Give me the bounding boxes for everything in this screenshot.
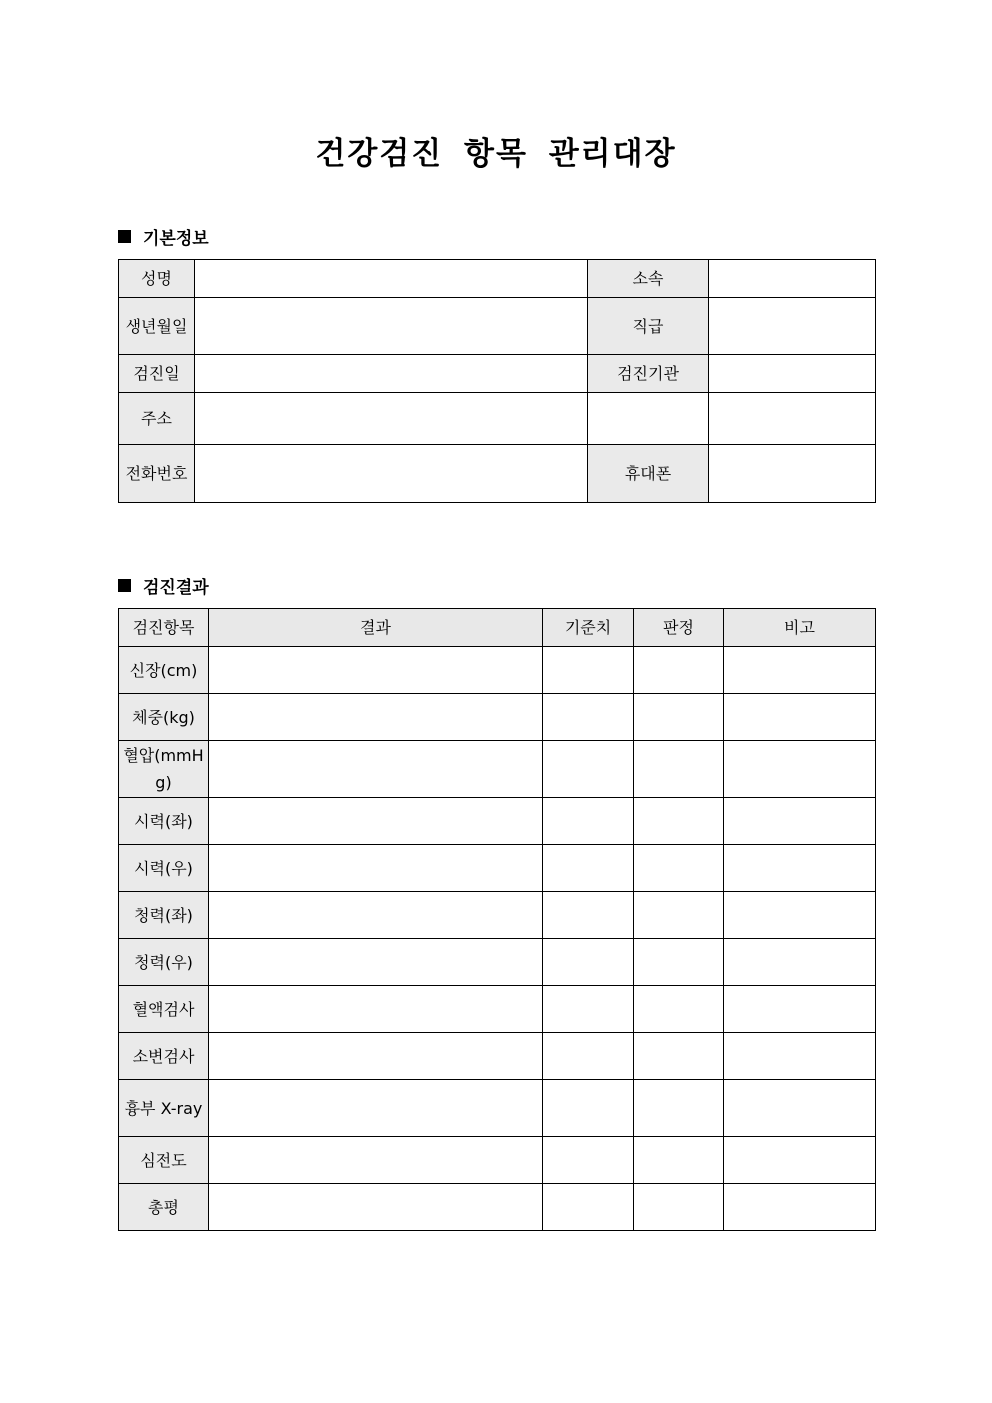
judgment-cell[interactable]: [634, 1184, 724, 1231]
judgment-cell[interactable]: [634, 986, 724, 1033]
result-cell[interactable]: [209, 1033, 543, 1080]
result-cell[interactable]: [209, 1137, 543, 1184]
square-bullet-icon: [118, 579, 131, 592]
judgment-cell[interactable]: [634, 694, 724, 741]
judgment-cell[interactable]: [634, 939, 724, 986]
remarks-cell[interactable]: [724, 741, 876, 798]
result-cell[interactable]: [209, 892, 543, 939]
judgment-cell[interactable]: [634, 1080, 724, 1137]
exam-item-label: 총평: [119, 1184, 209, 1231]
table-row: [119, 694, 876, 741]
exam-item-label: 혈압(mmHg): [119, 741, 209, 798]
results-heading-text: 검진결과: [143, 578, 209, 598]
exam-date-label: 검진일: [119, 355, 195, 393]
results-table: [118, 608, 876, 1231]
address-extra-label: [588, 393, 709, 445]
header-reference: 기준치: [543, 609, 634, 647]
table-row: [119, 892, 876, 939]
remarks-cell[interactable]: [724, 1080, 876, 1137]
remarks-cell[interactable]: [724, 694, 876, 741]
table-row: [119, 741, 876, 798]
exam-item-label: 소변검사: [119, 1033, 209, 1080]
exam-item-label: 청력(우): [119, 939, 209, 986]
remarks-cell[interactable]: [724, 845, 876, 892]
results-header-row: [119, 609, 876, 647]
reference-cell[interactable]: [543, 892, 634, 939]
result-cell[interactable]: [209, 845, 543, 892]
result-cell[interactable]: [209, 694, 543, 741]
result-cell[interactable]: [209, 1184, 543, 1231]
basic-info-heading: [118, 224, 209, 249]
reference-cell[interactable]: [543, 939, 634, 986]
reference-cell[interactable]: [543, 694, 634, 741]
reference-cell[interactable]: [543, 986, 634, 1033]
basic-info-table: [118, 259, 876, 503]
exam-item-label: 혈액검사: [119, 986, 209, 1033]
remarks-cell[interactable]: [724, 798, 876, 845]
exam-institution-field[interactable]: [709, 355, 876, 393]
judgment-cell[interactable]: [634, 741, 724, 798]
remarks-cell[interactable]: [724, 986, 876, 1033]
phone-label: 전화번호: [119, 445, 195, 503]
result-cell[interactable]: [209, 939, 543, 986]
header-judgment: 판정: [634, 609, 724, 647]
square-bullet-icon: [118, 230, 131, 243]
header-exam-item: 검진항목: [119, 609, 209, 647]
birthdate-field[interactable]: [195, 298, 588, 355]
remarks-cell[interactable]: [724, 1033, 876, 1080]
page-title: 건강검진 항목 관리대장: [315, 136, 677, 172]
reference-cell[interactable]: [543, 845, 634, 892]
exam-item-label: 청력(좌): [119, 892, 209, 939]
reference-cell[interactable]: [543, 1137, 634, 1184]
header-remarks: 비고: [724, 609, 876, 647]
judgment-cell[interactable]: [634, 1033, 724, 1080]
reference-cell[interactable]: [543, 798, 634, 845]
mobile-field[interactable]: [709, 445, 876, 503]
exam-item-label: 심전도: [119, 1137, 209, 1184]
affiliation-label: 소속: [588, 260, 709, 298]
result-cell[interactable]: [209, 1080, 543, 1137]
table-row: [119, 845, 876, 892]
table-row: [119, 1033, 876, 1080]
remarks-cell[interactable]: [724, 939, 876, 986]
table-row: [119, 939, 876, 986]
reference-cell[interactable]: [543, 1184, 634, 1231]
judgment-cell[interactable]: [634, 1137, 724, 1184]
table-row: [119, 986, 876, 1033]
exam-date-field[interactable]: [195, 355, 588, 393]
exam-item-label: 체중(kg): [119, 694, 209, 741]
remarks-cell[interactable]: [724, 1184, 876, 1231]
basic-info-row: [119, 260, 876, 298]
position-label: 직급: [588, 298, 709, 355]
birthdate-label: 생년월일: [119, 298, 195, 355]
basic-info-row: [119, 298, 876, 355]
result-cell[interactable]: [209, 798, 543, 845]
table-row: [119, 647, 876, 694]
remarks-cell[interactable]: [724, 892, 876, 939]
result-cell[interactable]: [209, 986, 543, 1033]
result-cell[interactable]: [209, 741, 543, 798]
basic-info-row: [119, 445, 876, 503]
result-cell[interactable]: [209, 647, 543, 694]
judgment-cell[interactable]: [634, 647, 724, 694]
name-label: 성명: [119, 260, 195, 298]
exam-institution-label: 검진기관: [588, 355, 709, 393]
judgment-cell[interactable]: [634, 845, 724, 892]
exam-item-label: 시력(우): [119, 845, 209, 892]
remarks-cell[interactable]: [724, 1137, 876, 1184]
position-field[interactable]: [709, 298, 876, 355]
header-result: 결과: [209, 609, 543, 647]
reference-cell[interactable]: [543, 1080, 634, 1137]
address-field[interactable]: [195, 393, 588, 445]
phone-field[interactable]: [195, 445, 588, 503]
exam-item-label: 시력(좌): [119, 798, 209, 845]
reference-cell[interactable]: [543, 741, 634, 798]
table-row: [119, 1080, 876, 1137]
judgment-cell[interactable]: [634, 798, 724, 845]
reference-cell[interactable]: [543, 647, 634, 694]
judgment-cell[interactable]: [634, 892, 724, 939]
affiliation-field[interactable]: [709, 260, 876, 298]
reference-cell[interactable]: [543, 1033, 634, 1080]
remarks-cell[interactable]: [724, 647, 876, 694]
basic-info-row: [119, 393, 876, 445]
results-heading: [118, 573, 209, 598]
table-row: [119, 798, 876, 845]
mobile-label: 휴대폰: [588, 445, 709, 503]
address-label: 주소: [119, 393, 195, 445]
exam-item-label: 신장(cm): [119, 647, 209, 694]
address-extra-field[interactable]: [709, 393, 876, 445]
exam-item-label: 흉부 X-ray: [119, 1080, 209, 1137]
table-row: [119, 1184, 876, 1231]
basic-info-row: [119, 355, 876, 393]
table-row: [119, 1137, 876, 1184]
basic-info-heading-text: 기본정보: [143, 229, 209, 249]
name-field[interactable]: [195, 260, 588, 298]
